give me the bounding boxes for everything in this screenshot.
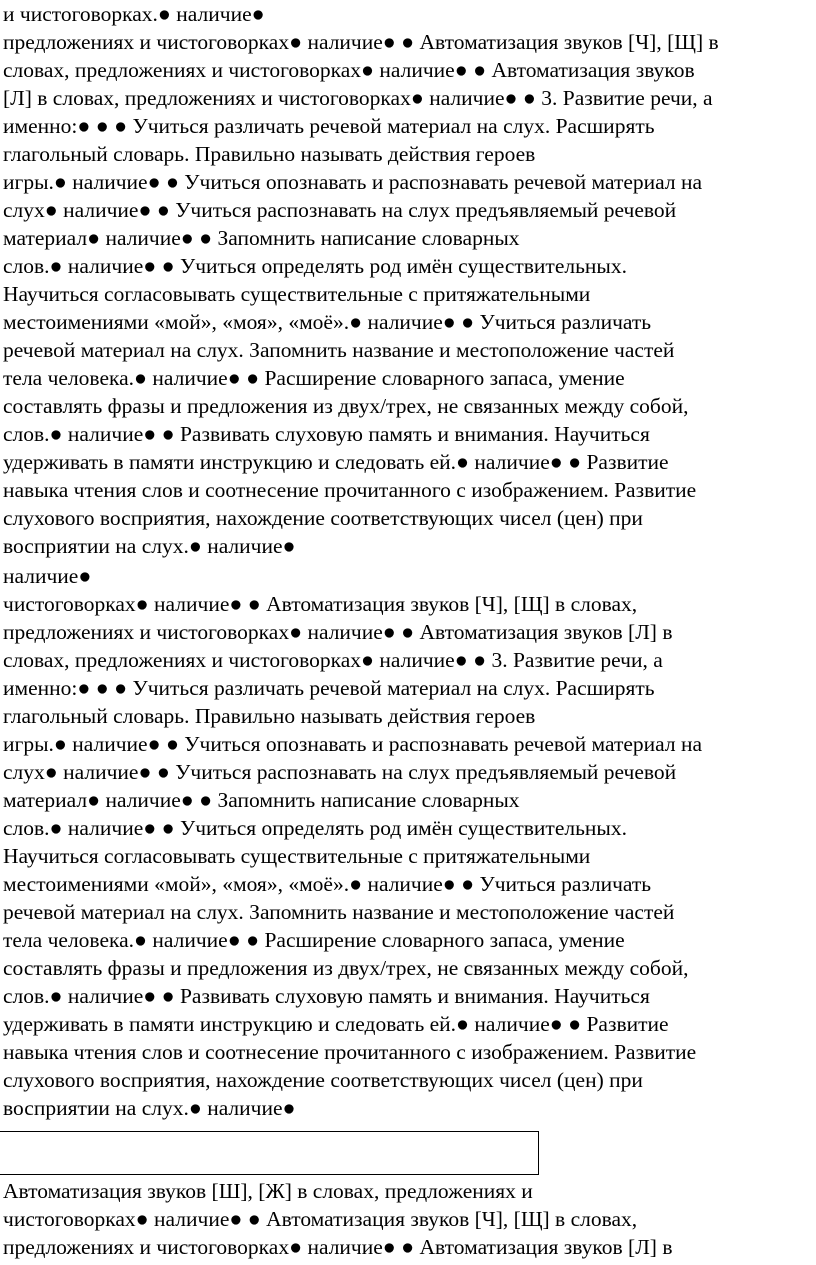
text-line: тела человека.● наличие● ● Расширение словарного запаса, умение	[3, 928, 625, 952]
text-line: Автоматизация звуков [Ш], [Ж] в словах, предложениях и	[3, 1179, 533, 1203]
text-line: чистоговорках● наличие● ● Автоматизация звуков [Ч], [Щ] в словах,	[3, 592, 638, 616]
text-block-3	[0, 1177, 672, 1261]
text-line: игры.● наличие● ● Учиться опознавать и распознавать речевой материал на	[3, 732, 703, 756]
text-line: Научиться согласовывать существительные с притяжательными	[3, 844, 591, 868]
text-line: игры.● наличие● ● Учиться опознавать и распознавать речевой материал на	[3, 170, 703, 194]
text-line: слов.● наличие● ● Развивать слуховую память и внимания. Научиться	[3, 984, 650, 1008]
text-line: речевой материал на слух. Запомнить название и местоположение частей	[3, 338, 675, 362]
text-line: тела человека.● наличие● ● Расширение словарного запаса, умение	[3, 366, 625, 390]
text-line: глагольный словарь. Правильно называть действия героев	[3, 142, 536, 166]
text-line: навыка чтения слов и соотнесение прочитанного с изображением. Развитие	[3, 478, 697, 502]
text-line: предложениях и чистоговорках● наличие● ● Автоматизация звуков [Ч], [Щ] в	[3, 30, 719, 54]
text-line: слов.● наличие● ● Развивать слуховую память и внимания. Научиться	[3, 422, 650, 446]
text-line: словах, предложениях и чистоговорках● наличие● ● Автоматизация звуков	[3, 58, 695, 82]
text-line: составлять фразы и предложения из двух/трех, не связанных между собой,	[3, 394, 689, 418]
text-line: и чистоговорках.● наличие●	[3, 2, 265, 26]
text-line: материал● наличие● ● Запомнить написание словарных	[3, 226, 520, 250]
text-line: именно:● ● ● Учиться различать речевой материал на слух. Расширять	[3, 676, 655, 700]
text-line: слух● наличие● ● Учиться распознавать на слух предъявляемый речевой	[3, 198, 677, 222]
text-line: речевой материал на слух. Запомнить название и местоположение частей	[3, 900, 675, 924]
text-line: слухового восприятия, нахождение соответствующих чисел (цен) при	[3, 506, 643, 530]
text-line: восприятии на слух.● наличие●	[3, 534, 296, 558]
text-line: глагольный словарь. Правильно называть действия героев	[3, 704, 536, 728]
text-line: слухового восприятия, нахождение соответствующих чисел (цен) при	[3, 1068, 643, 1092]
text-line: восприятии на слух.● наличие●	[3, 1096, 296, 1120]
text-line: слов.● наличие● ● Учиться определять род имён существительных.	[3, 816, 627, 840]
text-line: [Л] в словах, предложениях и чистоговорках● наличие● ● 3. Развитие речи, а	[3, 86, 713, 110]
text-line: материал● наличие● ● Запомнить написание словарных	[3, 788, 520, 812]
text-block-2	[0, 562, 702, 1122]
text-line: словах, предложениях и чистоговорках● наличие● ● 3. Развитие речи, а	[3, 648, 663, 672]
text-line: слов.● наличие● ● Учиться определять род имён существительных.	[3, 254, 627, 278]
text-line: Научиться согласовывать существительные с притяжательными	[3, 282, 591, 306]
text-line: чистоговорках● наличие● ● Автоматизация звуков [Ч], [Щ] в словах,	[3, 1207, 638, 1231]
text-line: удерживать в памяти инструкцию и следовать ей.● наличие● ● Развитие	[3, 1012, 669, 1036]
text-line: именно:● ● ● Учиться различать речевой материал на слух. Расширять	[3, 114, 655, 138]
text-line: предложениях и чистоговорках● наличие● ● Автоматизация звуков [Л] в	[3, 1235, 673, 1259]
text-line: наличие●	[3, 564, 92, 588]
text-line: удерживать в памяти инструкцию и следовать ей.● наличие● ● Развитие	[3, 450, 669, 474]
empty-table-cell	[0, 1131, 539, 1175]
text-block-1	[0, 0, 719, 560]
text-line: местоимениями «мой», «моя», «моё».● наличие● ● Учиться различать	[3, 310, 652, 334]
text-line: навыка чтения слов и соотнесение прочитанного с изображением. Развитие	[3, 1040, 697, 1064]
text-line: местоимениями «мой», «моя», «моё».● наличие● ● Учиться различать	[3, 872, 652, 896]
text-line: предложениях и чистоговорках● наличие● ● Автоматизация звуков [Л] в	[3, 620, 673, 644]
text-line: составлять фразы и предложения из двух/трех, не связанных между собой,	[3, 956, 689, 980]
text-line: слух● наличие● ● Учиться распознавать на слух предъявляемый речевой	[3, 760, 677, 784]
